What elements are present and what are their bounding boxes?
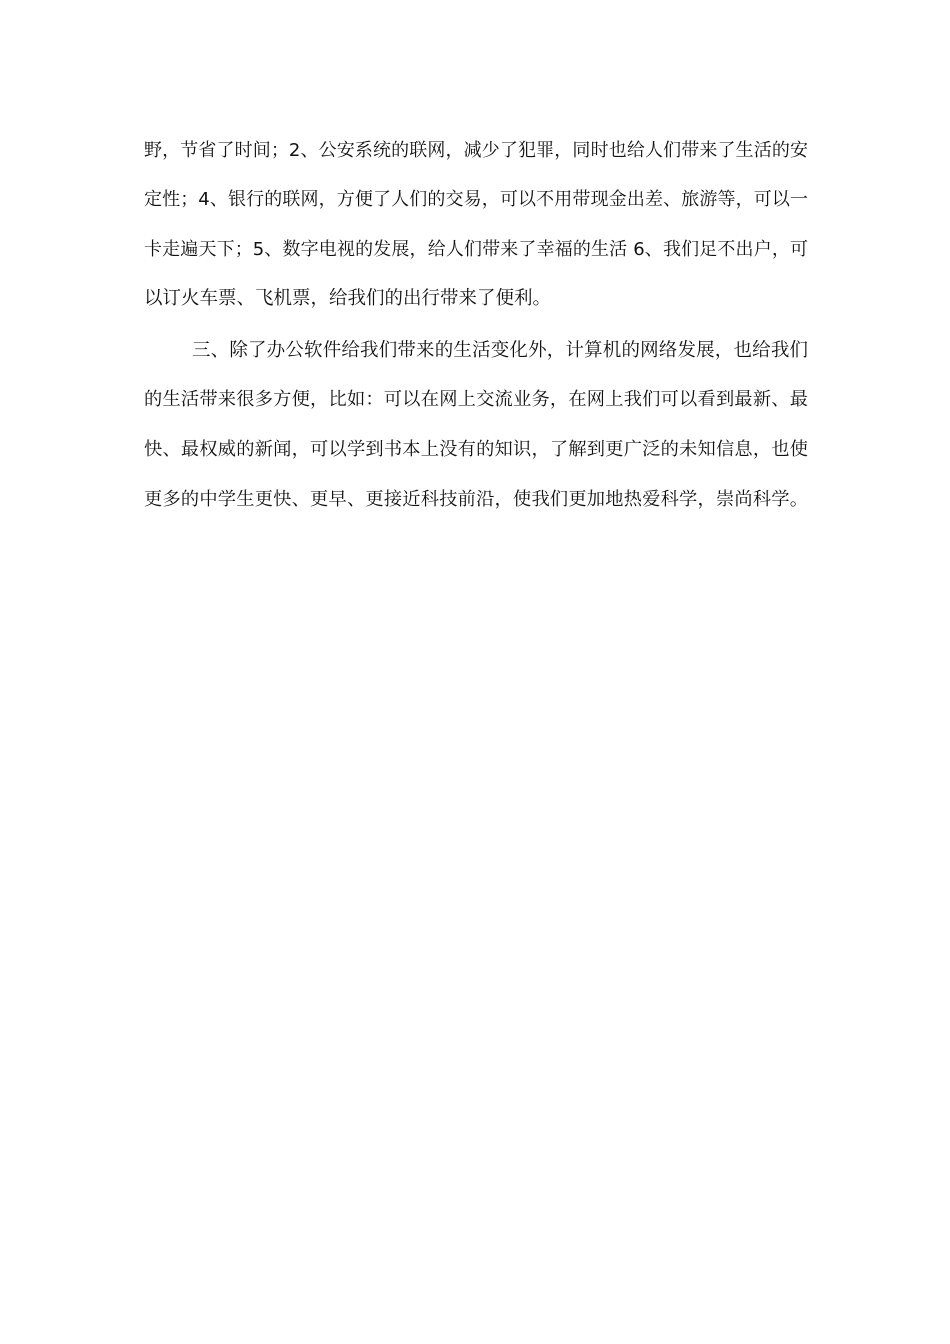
- paragraph-line: 以订火车票、飞机票，给我们的出行带来了便利。: [144, 288, 552, 309]
- paragraph-line: 野，节省了时间；2、公安系统的联网，减少了犯罪，同时也给人们带来了生活的安: [144, 140, 808, 161]
- paragraph-line: 快、最权威的新闻，可以学到书本上没有的知识，了解到更广泛的未知信息，也使: [144, 439, 808, 460]
- paragraph-line: 的生活带来很多方便，比如：可以在网上交流业务，在网上我们可以看到最新、最: [144, 389, 808, 410]
- paragraph-line: 卡走遍天下；5、数字电视的发展，给人们带来了幸福的生活 6、我们足不出户，可: [144, 239, 808, 260]
- paragraph-line: 定性；4、银行的联网，方便了人们的交易，可以不用带现金出差、旅游等，可以一: [144, 189, 808, 210]
- paragraph-line: 三、除了办公软件给我们带来的生活变化外，计算机的网络发展，也给我们: [192, 340, 808, 361]
- paragraph-line: 更多的中学生更快、更早、更接近科技前沿，使我们更加地热爱科学，崇尚科学。: [144, 489, 808, 510]
